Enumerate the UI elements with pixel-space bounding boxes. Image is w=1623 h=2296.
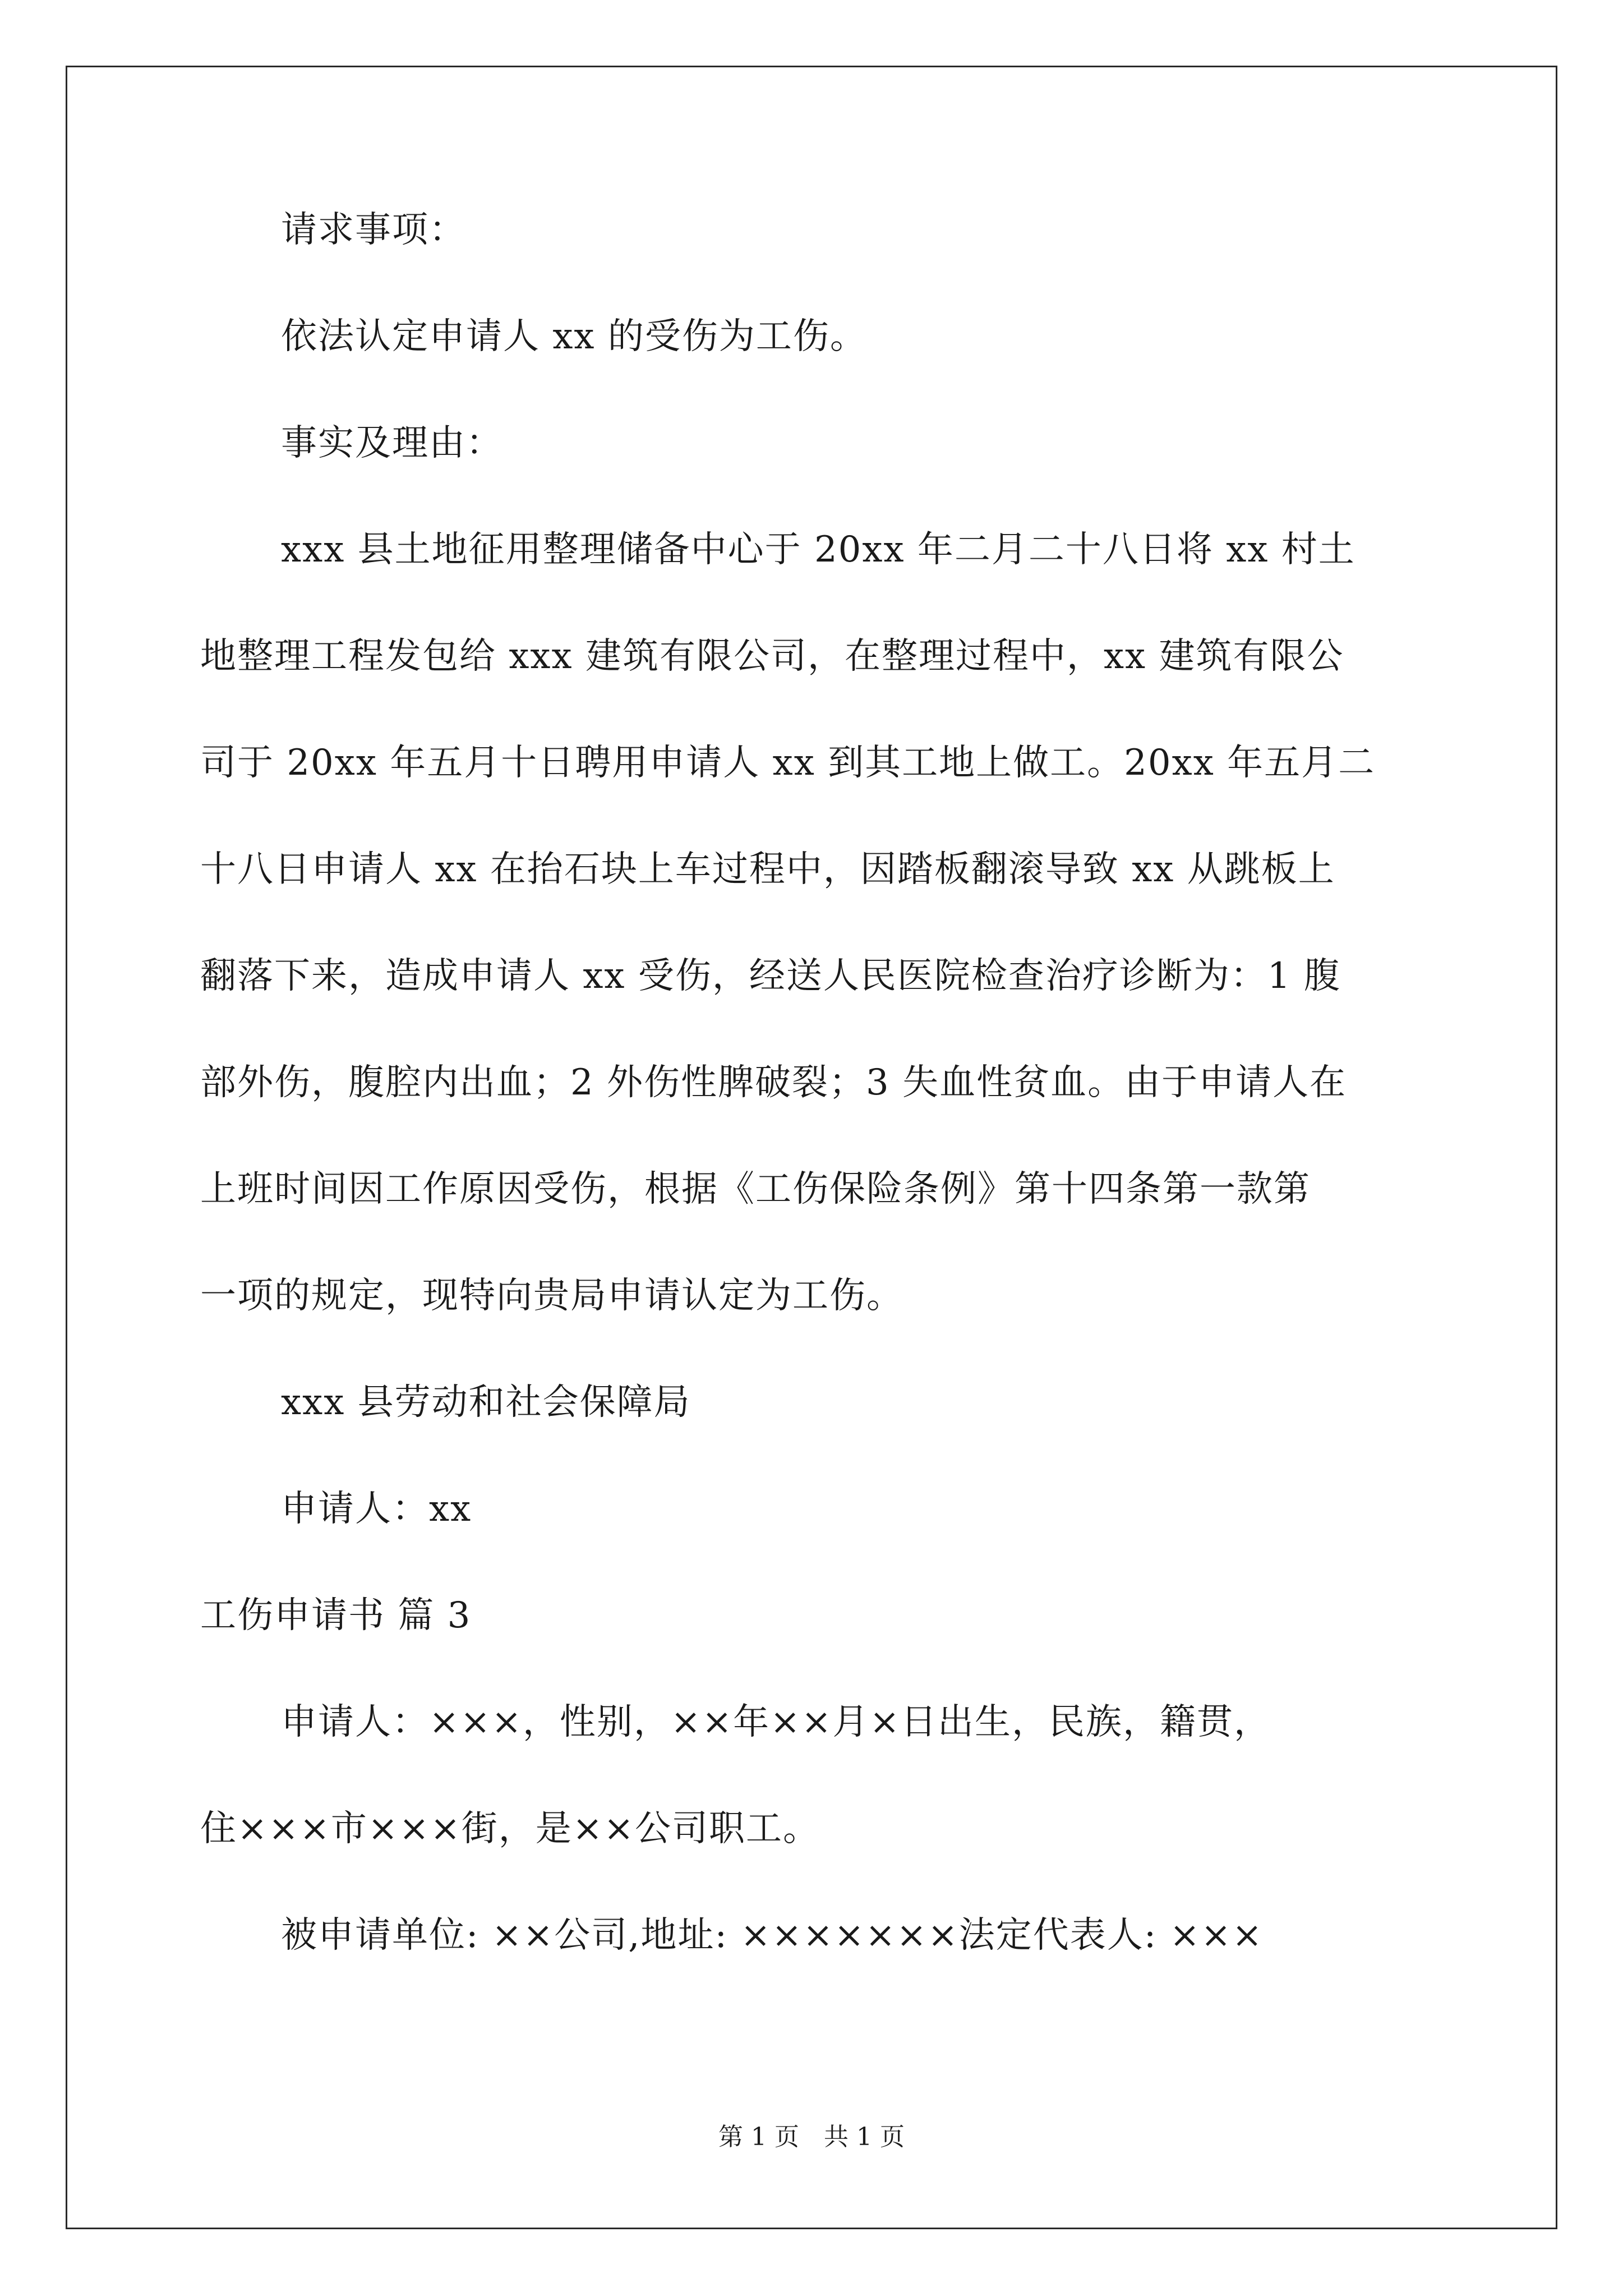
paragraph-line: 一项的规定，现特向贵局申请认定为工伤。 xyxy=(200,1275,903,1317)
paragraph-line: 十八日申请人 xx 在抬石块上车过程中，因踏板翻滚导致 xx 从跳板上 xyxy=(200,849,1335,890)
paragraph-line: 地整理工程发包给 xxx 建筑有限公司，在整理过程中，xx 建筑有限公 xyxy=(200,636,1344,677)
paragraph-line: 申请人：×××，性别，××年××月×日出生，民族，籍贯， xyxy=(281,1701,1271,1743)
section-title: 工伤申请书 篇 3 xyxy=(200,1595,472,1636)
page-number: 第 1 页 共 1 页 xyxy=(718,2123,905,2151)
paragraph-line: 部外伤，腹腔内出血；2 外伤性脾破裂；3 失血性贫血。由于申请人在 xyxy=(200,1062,1347,1103)
heading-facts-reasons: 事实及理由： xyxy=(281,422,503,464)
applicant-signature: 申请人：xx xyxy=(281,1488,472,1530)
paragraph-line: 被申请单位: ××公司,地址: ×××××××法定代表人: ××× xyxy=(281,1915,1264,1956)
paragraph-line: 翻落下来，造成申请人 xx 受伤，经送人民医院检查治疗诊断为：1 腹 xyxy=(200,955,1341,997)
paragraph-request: 依法认定申请人 xx 的受伤为工伤。 xyxy=(281,316,867,357)
paragraph-line: 司于 20xx 年五月十日聘用申请人 xx 到其工地上做工。20xx 年五月二 xyxy=(200,742,1376,784)
page-border xyxy=(66,66,1557,2229)
paragraph-line: 住×××市×××街，是××公司职工。 xyxy=(200,1808,820,1849)
paragraph-line: xxx 县土地征用整理储备中心于 20xx 年二月二十八日将 xx 村土 xyxy=(281,529,1355,570)
heading-request-items: 请求事项： xyxy=(281,209,466,251)
recipient-line: xxx 县劳动和社会保障局 xyxy=(281,1382,691,1423)
paragraph-line: 上班时间因工作原因受伤，根据《工伤保险条例》第十四条第一款第 xyxy=(200,1168,1311,1210)
